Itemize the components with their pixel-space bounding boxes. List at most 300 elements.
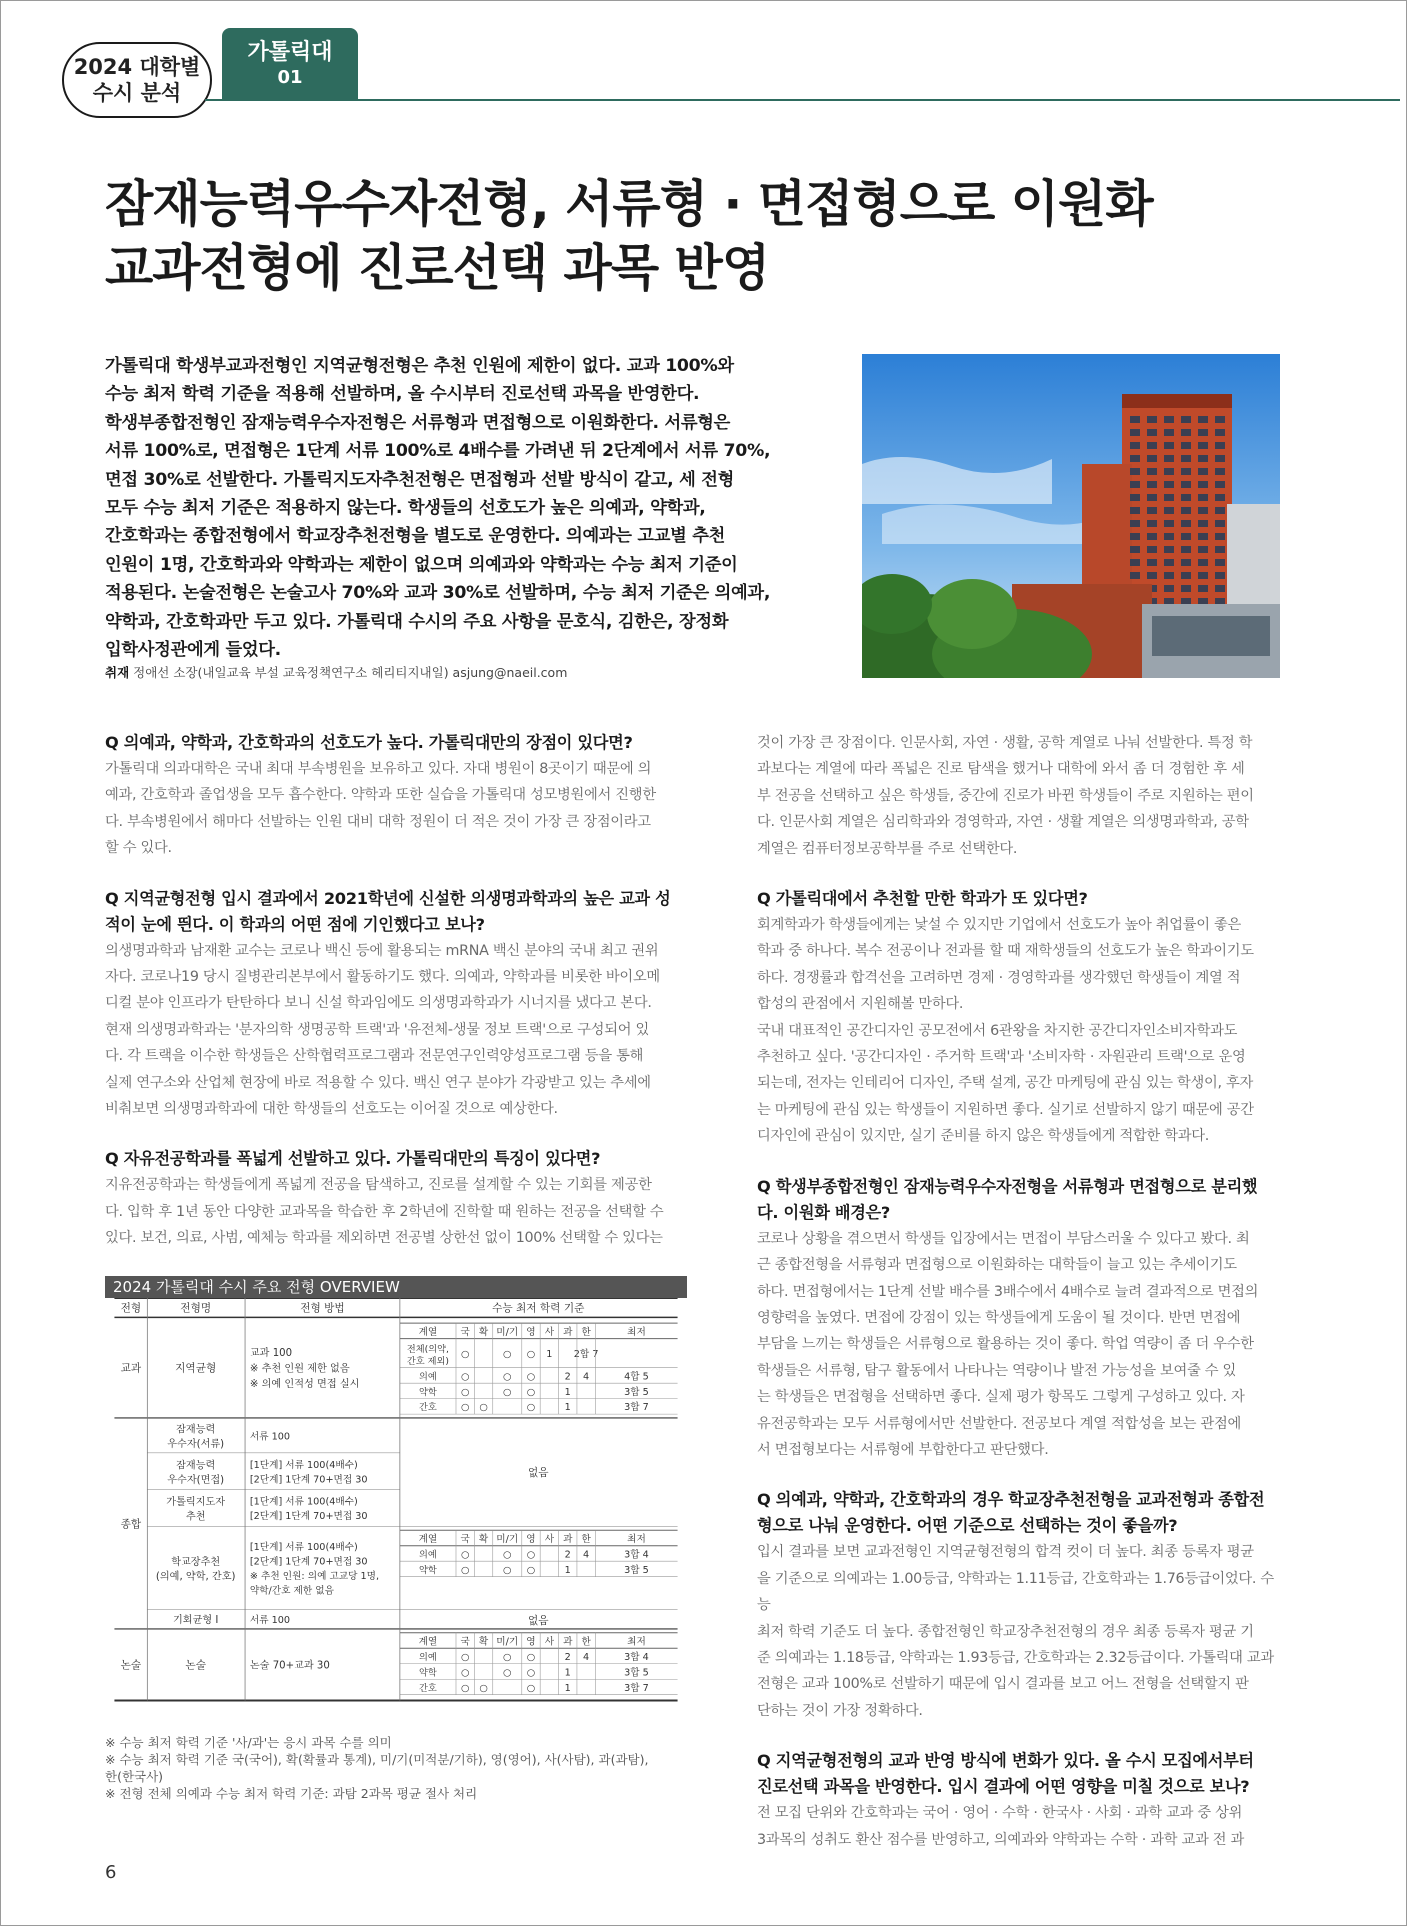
question-line: Q 지역균형전형의 교과 반영 방식에 변화가 있다. 올 수시 모집에서부터 bbox=[757, 1751, 1254, 1771]
building-window bbox=[1198, 559, 1208, 566]
criterion-cell: 1 bbox=[564, 1564, 571, 1576]
criterion-cell: 4 bbox=[583, 1371, 590, 1383]
building-window bbox=[1164, 546, 1174, 553]
building-window bbox=[1130, 533, 1140, 540]
answer-line: 입시 결과를 보면 교과전형인 지역균형전형의 합격 컷이 더 높다. 최종 등록자 평균 bbox=[757, 1544, 1254, 1561]
criterion-cell: 4합 5 bbox=[624, 1371, 649, 1383]
answer-line: 서 면접형보다는 서류형에 부합한다고 판단했다. bbox=[757, 1441, 1049, 1458]
building-window bbox=[1215, 442, 1225, 449]
question-heading bbox=[757, 1174, 1281, 1226]
lead-line: 수능 최저 학력 기준을 적용해 선발하며, 올 수시부터 진로선택 과목을 반영한다. bbox=[105, 384, 700, 405]
criterion-track: 의예 bbox=[419, 1651, 437, 1663]
sub-header: 국 bbox=[460, 1533, 470, 1545]
answer-line: 의생명과학과 남재환 교수는 코로나 백신 등에 활용되는 mRNA 백신 분야의 국내 최고 권위 bbox=[105, 942, 659, 959]
building-window bbox=[1215, 416, 1225, 423]
building-window bbox=[1181, 520, 1191, 527]
answer-line: 하다. 면접형에서는 1단계 선발 배수를 3배수에서 4배수로 늘려 결과적으로 면접의 bbox=[757, 1283, 1259, 1300]
question-line: 형으로 나눠 운영한다. 어떤 기준으로 선택하는 것이 좋을까? bbox=[757, 1516, 1178, 1536]
page-number: 6 bbox=[105, 1862, 117, 1883]
track-method: 서류 100 bbox=[249, 1615, 291, 1627]
building-window bbox=[1198, 494, 1208, 501]
building-window bbox=[1215, 572, 1225, 579]
lead-line: 가톨릭대 학생부교과전형인 지역균형전형은 추천 인원에 제한이 없다. 교과 100%와 bbox=[105, 356, 734, 376]
byline-label: 취재 bbox=[105, 665, 130, 680]
building-window bbox=[1130, 429, 1140, 436]
answer-text bbox=[105, 1172, 687, 1251]
track-method: ※ 의예 인적성 면접 실시 bbox=[249, 1379, 360, 1391]
building-window bbox=[1198, 572, 1208, 579]
building-window bbox=[1215, 507, 1225, 514]
criterion-cell: ○ bbox=[460, 1564, 470, 1576]
building-window bbox=[1164, 585, 1174, 592]
answer-line: 할 수 있다. bbox=[105, 840, 172, 857]
building-window bbox=[1147, 546, 1157, 553]
building-window bbox=[1130, 455, 1140, 462]
answer-line: 유전공학과는 모두 서류형에서만 선발한다. 전공보다 계열 적합성을 보는 관점에 bbox=[757, 1415, 1242, 1432]
sub-header: 영 bbox=[526, 1533, 536, 1545]
overview-table-graphic bbox=[105, 1298, 687, 1716]
question-line: Q 가톨릭대에서 추천할 만한 학과가 또 있다면? bbox=[757, 889, 1088, 909]
building-window bbox=[1147, 468, 1157, 475]
criterion-cell: 3합 5 bbox=[624, 1564, 649, 1576]
answer-line: 코로나 상황을 겪으면서 학생들 입장에서는 면접이 부담스러울 수 있다고 봤다. 최 bbox=[757, 1230, 1250, 1247]
building-window bbox=[1147, 455, 1157, 462]
answer-line: 단하는 것이 가장 정확하다. bbox=[757, 1702, 923, 1719]
sub-header: 미/기 bbox=[496, 1533, 519, 1545]
building-window bbox=[1164, 416, 1174, 423]
track-method: ※ 추천 인원: 의예 고교당 1명, bbox=[249, 1571, 380, 1583]
sub-header: 과 bbox=[563, 1533, 573, 1545]
building-window bbox=[1198, 455, 1208, 462]
building-window bbox=[1215, 468, 1225, 475]
sub-header: 계열 bbox=[418, 1533, 438, 1545]
building-window bbox=[1164, 468, 1174, 475]
lead-line: 서류 100%로, 면접형은 1단계 서류 100%로 4배수를 가려낸 뒤 2단계에서 서류 70%, bbox=[105, 441, 771, 462]
track-name: 우수자(면접) bbox=[167, 1474, 225, 1486]
track-method: ※ 추천 인원 제한 없음 bbox=[249, 1363, 350, 1375]
criterion-track: 약학 bbox=[419, 1386, 437, 1398]
question-line: Q 지역균형전형 입시 결과에서 2021학년에 신설한 의생명과학과의 높은 교과 성 bbox=[105, 888, 671, 908]
sub-header: 한 bbox=[581, 1636, 591, 1648]
sub-header: 최저 bbox=[627, 1636, 646, 1648]
criterion-cell: 3합 7 bbox=[624, 1402, 649, 1414]
building-window bbox=[1215, 546, 1225, 553]
building-window bbox=[1181, 455, 1191, 462]
sub-header: 과 bbox=[563, 1636, 573, 1648]
sub-header: 확 bbox=[478, 1533, 489, 1545]
building-window bbox=[1164, 455, 1174, 462]
track-method: [2단계] 1단계 70+면접 30 bbox=[249, 1511, 368, 1523]
building-window bbox=[1198, 533, 1208, 540]
answer-text bbox=[105, 756, 687, 862]
answer-line: 전형은 교과 100%로 선발하기 때문에 입시 결과를 보고 어느 전형을 선택할지 판 bbox=[757, 1676, 1249, 1693]
criterion-track: 약학 bbox=[419, 1564, 437, 1576]
question-heading bbox=[757, 886, 1281, 912]
sub-header: 확 bbox=[478, 1326, 489, 1338]
answer-line: 영향력을 높였다. 면접에 강점이 있는 학생들에게 도움이 될 것이다. 반면 면접에 bbox=[757, 1309, 1241, 1326]
answer-text bbox=[757, 912, 1281, 1150]
sub-header: 한 bbox=[581, 1326, 591, 1338]
sub-header: 미/기 bbox=[496, 1636, 519, 1648]
building-window bbox=[1147, 572, 1157, 579]
building-window bbox=[1130, 416, 1140, 423]
building-window bbox=[1181, 442, 1191, 449]
building-window bbox=[1130, 572, 1140, 579]
answer-line: 과보다는 계열에 따라 폭넓은 진로 탐색을 했거나 대학에 와서 좀 더 경험한 후 세 bbox=[757, 761, 1245, 778]
answer-line: 현재 의생명과학과는 '분자의학 생명공학 트랙'과 '유전체-생물 정보 트랙'으로 구성되어 있 bbox=[105, 1021, 649, 1038]
building-window bbox=[1164, 481, 1174, 488]
criterion-cell: ○ bbox=[460, 1651, 470, 1663]
building-window bbox=[1130, 442, 1140, 449]
question-heading bbox=[105, 886, 687, 938]
answer-line: 가톨릭대 의과대학은 국내 최대 부속병원을 보유하고 있다. 자대 병원이 8곳이기 때문에 의 bbox=[105, 761, 652, 777]
criterion-cell: 3합 5 bbox=[624, 1386, 649, 1398]
building-window bbox=[1130, 546, 1140, 553]
building-window bbox=[1215, 598, 1225, 605]
table-header: 전형명 bbox=[180, 1301, 212, 1315]
section-badge bbox=[62, 42, 212, 118]
criterion-track: 의예 bbox=[419, 1549, 437, 1561]
answer-line: 근 종합전형을 서류형과 면접형으로 이원화하는 대학들이 늘고 있는 추세이기도 bbox=[757, 1257, 1237, 1274]
criterion-cell: ○ bbox=[460, 1402, 470, 1414]
answer-line: 자다. 코로나19 당시 질병관리본부에서 활동하기도 했다. 의예과, 약학과를 비롯한 바이오메 bbox=[105, 969, 660, 986]
table-header: 수능 최저 학력 기준 bbox=[492, 1301, 585, 1315]
sub-header: 최저 bbox=[627, 1533, 646, 1545]
building-window bbox=[1130, 468, 1140, 475]
answer-line: 하다. 경쟁률과 합격선을 고려하면 경제 · 경영학과를 생각했던 학생들이 계열 적 bbox=[757, 969, 1241, 986]
building-window bbox=[1130, 507, 1140, 514]
building-window bbox=[1215, 429, 1225, 436]
note-line: ※ 전형 전체 의예과 수능 최저 학력 기준: 과탐 2과목 평균 절사 처리 bbox=[105, 1786, 478, 1801]
building-window bbox=[1198, 416, 1208, 423]
section-gap bbox=[105, 862, 687, 886]
answer-line: 학과 중 하나다. 복수 전공이나 전과를 할 때 재학생들의 선호도가 높은 학과이기도 bbox=[757, 943, 1254, 960]
group-label: 종합 bbox=[120, 1517, 142, 1531]
campus-building-photo bbox=[862, 354, 1280, 678]
building-window bbox=[1147, 520, 1157, 527]
criterion-cell: 3합 5 bbox=[624, 1667, 649, 1679]
answer-text bbox=[757, 730, 1281, 862]
track-method: [2단계] 1단계 70+면접 30 bbox=[249, 1556, 368, 1568]
criterion-cell: ○ bbox=[526, 1667, 536, 1679]
lead-line: 간호학과는 종합전형에서 학교장추천전형을 별도로 운영한다. 의예과는 고교별 추천 bbox=[105, 526, 726, 547]
track-name: 추천 bbox=[185, 1511, 206, 1523]
sub-header: 사 bbox=[544, 1533, 555, 1545]
building-window bbox=[1181, 572, 1191, 579]
building-window bbox=[1181, 429, 1191, 436]
track-name: 지역균형 bbox=[175, 1361, 217, 1375]
sub-header: 한 bbox=[581, 1533, 591, 1545]
answer-line: 되는데, 전자는 인테리어 디자인, 주택 설계, 공간 마케팅에 관심 있는 학생이, 후자 bbox=[757, 1075, 1254, 1092]
criterion-none: 없음 bbox=[527, 1466, 549, 1480]
university-tab bbox=[222, 28, 358, 100]
lead-paragraph bbox=[105, 352, 805, 664]
building-window bbox=[1198, 442, 1208, 449]
answer-line: 디컬 분야 인프라가 탄탄하다 보니 신설 학과임에도 의생명과학과가 시너지를 냈다고 본다. bbox=[105, 995, 652, 1012]
answer-text bbox=[757, 1800, 1281, 1853]
criterion-track: 약학 bbox=[419, 1667, 437, 1679]
track-method: [2단계] 1단계 70+면접 30 bbox=[249, 1474, 368, 1486]
answer-line: 합성의 관점에서 지원해볼 만하다. bbox=[757, 996, 964, 1013]
building-window bbox=[1198, 598, 1208, 605]
track-method: [1단계] 서류 100(4배수) bbox=[249, 1496, 358, 1508]
answer-line: 다. 부속병원에서 해마다 선발하는 인원 대비 대학 정원이 더 적은 것이 가장 큰 장점이라고 bbox=[105, 813, 651, 830]
track-method: 교과 100 bbox=[249, 1348, 293, 1360]
question-line: Q 자유전공학과를 폭넓게 선발하고 있다. 가톨릭대만의 특징이 있다면? bbox=[105, 1149, 601, 1169]
header-rule bbox=[205, 99, 1400, 101]
tab-number: 01 bbox=[277, 67, 303, 88]
criterion-cell: 4 bbox=[583, 1651, 590, 1663]
criterion-cell: ○ bbox=[526, 1386, 536, 1398]
answer-line: 는 마케팅에 관심 있는 학생들이 지원하면 좋다. 실기로 선발하지 않기 때문에 공간 bbox=[757, 1101, 1254, 1118]
building-window bbox=[1181, 533, 1191, 540]
building-window bbox=[1147, 442, 1157, 449]
track-method: [1단계] 서류 100(4배수) bbox=[249, 1459, 358, 1471]
criterion-cell: 1 bbox=[564, 1667, 571, 1679]
criterion-cell: ○ bbox=[460, 1682, 470, 1694]
building-window bbox=[1181, 559, 1191, 566]
answer-line: 비춰보면 의생명과학과에 대한 학생들의 선호도는 이어질 것으로 예상한다. bbox=[105, 1101, 558, 1118]
criterion-track: 간호 bbox=[419, 1682, 437, 1694]
criterion-cell: 2 bbox=[564, 1651, 571, 1663]
building-window bbox=[1147, 416, 1157, 423]
criterion-cell: ○ bbox=[460, 1386, 470, 1398]
criterion-cell: 2합 7 bbox=[573, 1349, 599, 1361]
question-line: Q 학생부종합전형인 잠재능력우수자전형을 서류형과 면접형으로 분리했 bbox=[757, 1176, 1258, 1196]
criterion-cell: 1 bbox=[546, 1349, 553, 1361]
answer-line: 다. 인문사회 계열은 심리학과와 경영학과, 자연 · 생활 계열은 의생명과학과, 공학 bbox=[757, 814, 1249, 831]
building-window bbox=[1147, 533, 1157, 540]
building-window bbox=[1215, 481, 1225, 488]
building-window bbox=[1164, 559, 1174, 566]
track-method: 논술 70+교과 30 bbox=[249, 1660, 330, 1672]
building-window bbox=[1147, 507, 1157, 514]
group-label: 교과 bbox=[120, 1361, 142, 1375]
criterion-cell: ○ bbox=[526, 1564, 536, 1576]
building-window bbox=[1147, 559, 1157, 566]
sub-header: 사 bbox=[544, 1326, 555, 1338]
criterion-cell: 1 bbox=[564, 1386, 571, 1398]
section-gap bbox=[757, 1724, 1281, 1748]
sub-header: 미/기 bbox=[496, 1326, 519, 1338]
criterion-cell: 1 bbox=[564, 1402, 571, 1414]
lead-line: 약학과, 간호학과만 두고 있다. 가톨릭대 수시의 주요 사항을 문호식, 김한은, 장정화 bbox=[105, 611, 729, 632]
criterion-cell: 3합 4 bbox=[624, 1549, 649, 1561]
track-name: 우수자(서류) bbox=[167, 1439, 225, 1451]
badge-line-1: 2024 대학별 bbox=[73, 55, 201, 79]
section-gap bbox=[757, 862, 1281, 886]
criterion-track: 의예 bbox=[419, 1371, 437, 1383]
section-gap bbox=[757, 1463, 1281, 1487]
table-header: 전형 방법 bbox=[300, 1301, 345, 1315]
answer-line: 부담을 느끼는 학생들은 서류형으로 활용하는 것이 좋다. 학업 역량이 좀 더 우수한 bbox=[757, 1336, 1254, 1353]
criterion-cell: ○ bbox=[526, 1549, 536, 1561]
badge-line-2: 수시 분석 bbox=[92, 81, 182, 105]
building-window bbox=[1181, 468, 1191, 475]
criterion-cell: ○ bbox=[503, 1386, 512, 1398]
title-line-1: 잠재능력우수자전형, 서류형 · 면접형으로 이원화 bbox=[105, 175, 1153, 233]
question-heading bbox=[105, 730, 687, 756]
building-window bbox=[1147, 494, 1157, 501]
building-window bbox=[1181, 416, 1191, 423]
answer-line: 있다. 보건, 의료, 사범, 예체능 학과를 제외하면 전공별 상한선 없이 100% 선택할 수 있다는 bbox=[105, 1230, 663, 1247]
criterion-cell: ○ bbox=[526, 1682, 536, 1694]
track-name: 기회균형 I bbox=[173, 1615, 219, 1627]
criterion-cell: ○ bbox=[503, 1371, 512, 1383]
criterion-cell: ○ bbox=[503, 1349, 512, 1361]
answer-line: 학생들은 서류형, 탐구 활동에서 나타나는 역량이나 발전 가능성을 보여줄 수 있 bbox=[757, 1362, 1237, 1379]
criterion-cell: ○ bbox=[460, 1371, 470, 1383]
building-window bbox=[1181, 481, 1191, 488]
building-window bbox=[1130, 481, 1140, 488]
building-window bbox=[1198, 429, 1208, 436]
question-heading bbox=[757, 1748, 1281, 1800]
lead-line: 입학사정관에게 들었다. bbox=[105, 640, 281, 661]
section-gap bbox=[757, 1150, 1281, 1174]
answer-line: 3과목의 성취도 환산 점수를 반영하고, 의예과와 약학과는 수학 · 과학 교과 전 과 bbox=[757, 1831, 1245, 1848]
building-window bbox=[1198, 481, 1208, 488]
criterion-cell: ○ bbox=[526, 1349, 536, 1361]
building-window bbox=[1215, 494, 1225, 501]
criterion-cell: ○ bbox=[460, 1549, 470, 1561]
question-line: Q 의예과, 약학과, 간호학과의 선호도가 높다. 가톨릭대만의 장점이 있다면? bbox=[105, 733, 633, 752]
sub-header: 영 bbox=[526, 1636, 536, 1648]
track-name: (의예, 약학, 간호) bbox=[155, 1571, 236, 1583]
building-window bbox=[1164, 572, 1174, 579]
answer-line: 최저 학력 기준도 더 높다. 종합전형인 학교장추천전형의 경우 최종 등록자 평균 기 bbox=[757, 1623, 1254, 1640]
lead-line: 학생부종합전형인 잠재능력우수자전형은 서류형과 면접형으로 이원화한다. 서류형은 bbox=[105, 412, 731, 433]
criterion-track: 간호 bbox=[419, 1402, 437, 1414]
building-window bbox=[1181, 494, 1191, 501]
track-method: 약학/간호 제한 없음 bbox=[249, 1585, 334, 1597]
answer-text bbox=[757, 1539, 1281, 1724]
building-window bbox=[1130, 494, 1140, 501]
sub-header: 영 bbox=[526, 1326, 536, 1338]
building-window bbox=[1181, 598, 1191, 605]
criterion-cell: ○ bbox=[526, 1651, 536, 1663]
overview-table bbox=[105, 1298, 687, 1730]
answer-line: 준 의예과는 1.18등급, 약학과는 1.93등급, 간호학과는 2.32등급이다. 가톨릭대 교과 bbox=[757, 1649, 1274, 1666]
building-window bbox=[1147, 429, 1157, 436]
track-name: 잠재능력 bbox=[176, 1424, 216, 1436]
lead-line: 면접 30%로 선발한다. 가톨릭지도자추천전형은 면접형과 선발 방식이 같고, 세 전형 bbox=[105, 469, 735, 490]
table-header: 전형 bbox=[120, 1301, 142, 1315]
answer-line: 는 학생들은 면접형을 선택하면 좋다. 실제 평가 항목도 그렇게 구성하고 있다. 자 bbox=[757, 1389, 1245, 1406]
criterion-cell: ○ bbox=[460, 1349, 470, 1361]
building-window bbox=[1164, 442, 1174, 449]
criterion-cell: ○ bbox=[526, 1402, 536, 1414]
building-window bbox=[1164, 494, 1174, 501]
note-line: ※ 수능 최저 학력 기준 '사/과'는 응시 과목 수를 의미 bbox=[105, 1735, 392, 1750]
answer-line: 예과, 간호학과 졸업생을 모두 흡수한다. 약학과 또한 실습을 가톨릭대 성모병원에서 진행한 bbox=[105, 787, 656, 804]
building-window bbox=[1215, 559, 1225, 566]
table-notes bbox=[105, 1734, 695, 1802]
building-window bbox=[1198, 520, 1208, 527]
sub-header: 계열 bbox=[418, 1326, 438, 1338]
sub-header: 최저 bbox=[627, 1326, 646, 1338]
track-name: 잠재능력 bbox=[176, 1460, 216, 1472]
building-window bbox=[1164, 429, 1174, 436]
lead-line: 모두 수능 최저 기준은 적용하지 않는다. 학생들의 선호도가 높은 의예과, 약학과, bbox=[105, 498, 706, 519]
criterion-cell: 2 bbox=[564, 1371, 571, 1383]
sub-header: 국 bbox=[460, 1326, 470, 1338]
criterion-cell: 3합 7 bbox=[624, 1682, 649, 1694]
track-name: 가톨릭지도자 bbox=[166, 1497, 226, 1509]
question-line: 적이 눈에 띈다. 이 학과의 어떤 점에 기인했다고 보나? bbox=[105, 914, 485, 934]
question-line: 진로선택 과목을 반영한다. 입시 결과에 어떤 영향을 미칠 것으로 보나? bbox=[757, 1777, 1250, 1797]
note-line: ※ 수능 최저 학력 기준 국(국어), 확(확률과 통계), 미/기(미적분/기하), 영(영어), 사(사탐), 과(과탐), bbox=[105, 1752, 649, 1767]
track-name: 논술 bbox=[185, 1658, 206, 1672]
criterion-cell: 1 bbox=[564, 1682, 571, 1694]
building-window bbox=[1215, 585, 1225, 592]
building-window bbox=[1181, 546, 1191, 553]
building-window bbox=[1181, 507, 1191, 514]
answer-line: 추천하고 싶다. '공간디자인 · 주거학 트랙'과 '소비자학 · 자원관리 트랙'으로 운영 bbox=[757, 1049, 1246, 1066]
question-line: 다. 이원화 배경은? bbox=[757, 1202, 890, 1222]
track-method: 서류 100 bbox=[249, 1431, 291, 1443]
sub-header: 확 bbox=[478, 1636, 489, 1648]
answer-text bbox=[757, 1226, 1281, 1464]
building-window bbox=[1198, 507, 1208, 514]
answer-line: 부 전공을 선택하고 싶은 학생들, 중간에 진로가 바뀐 학생들이 주로 지원하는 편이 bbox=[757, 787, 1254, 804]
byline-text: 정애선 소장(내일교육 부설 교육정책연구소 헤리티지내일) asjung@naeil.com bbox=[133, 665, 568, 680]
answer-line: 전 모집 단위와 간호학과는 국어 · 영어 · 수학 · 한국사 · 사회 · 과학 교과 중 상위 bbox=[757, 1805, 1243, 1822]
sub-header: 사 bbox=[544, 1636, 555, 1648]
answer-line: 다. 각 트랙을 이수한 학생들은 산학협력프로그램과 전문연구인력양성프로그램 등을 통해 bbox=[105, 1048, 644, 1065]
criterion-cell: ○ bbox=[503, 1651, 512, 1663]
question-line: Q 의예과, 약학과, 간호학과의 경우 학교장추천전형을 교과전형과 종합전 bbox=[757, 1490, 1265, 1510]
criterion-track: 간호 제외) bbox=[406, 1355, 449, 1367]
lead-line: 인원이 1명, 간호학과와 약학과는 제한이 없으며 의예과와 약학과는 수능 최저 기준이 bbox=[105, 554, 738, 575]
table-title: 2024 가톨릭대 수시 주요 전형 OVERVIEW bbox=[105, 1276, 687, 1298]
track-method: [1단계] 서류 100(4배수) bbox=[249, 1542, 358, 1554]
byline bbox=[105, 663, 567, 681]
building-window bbox=[1198, 546, 1208, 553]
building-window bbox=[1164, 520, 1174, 527]
question-heading bbox=[105, 1146, 687, 1172]
building-window bbox=[1130, 559, 1140, 566]
building-window bbox=[1181, 585, 1191, 592]
lead-line: 적용된다. 논술전형은 논술고사 70%와 교과 30%로 선발하며, 수능 최저 기준은 의예과, bbox=[105, 583, 771, 604]
criterion-track: 전체(의약, bbox=[406, 1344, 449, 1356]
note-line: 한(한국사) bbox=[105, 1769, 164, 1784]
criterion-cell: 4 bbox=[583, 1549, 590, 1561]
section-gap bbox=[105, 1122, 687, 1146]
answer-line: 을 기준으로 의예과는 1.00등급, 약학과는 1.11등급, 간호학과는 1.76등급이었다. 수능 bbox=[757, 1570, 1274, 1614]
answer-line: 다. 입학 후 1년 동안 다양한 교과목을 학습한 후 2학년에 진학할 때 원하는 전공을 선택할 수 bbox=[105, 1203, 664, 1220]
building-window bbox=[1164, 533, 1174, 540]
criterion-cell: ○ bbox=[503, 1667, 512, 1679]
tab-university-name: 가톨릭대 bbox=[247, 40, 333, 65]
answer-line: 회계학과가 학생들에게는 낯설 수 있지만 기업에서 선호도가 높아 취업률이 좋은 bbox=[757, 917, 1242, 934]
group-label: 논술 bbox=[120, 1658, 142, 1672]
criterion-cell: 2 bbox=[564, 1549, 571, 1561]
building-window bbox=[1164, 598, 1174, 605]
answer-text bbox=[105, 938, 687, 1123]
criterion-cell: ○ bbox=[460, 1667, 470, 1679]
question-heading bbox=[757, 1487, 1281, 1539]
answer-line: 것이 가장 큰 장점이다. 인문사회, 자연 · 생활, 공학 계열로 나눠 선발한다. 특정 학 bbox=[757, 735, 1253, 751]
building-window bbox=[1215, 455, 1225, 462]
building-window bbox=[1164, 507, 1174, 514]
track-name: 학교장추천 bbox=[171, 1557, 221, 1569]
building-window bbox=[1130, 520, 1140, 527]
building-window bbox=[1147, 481, 1157, 488]
criterion-cell: ○ bbox=[526, 1371, 536, 1383]
criterion-cell: 3합 4 bbox=[624, 1651, 649, 1663]
criterion-cell: ○ bbox=[503, 1564, 512, 1576]
building-window bbox=[1215, 520, 1225, 527]
